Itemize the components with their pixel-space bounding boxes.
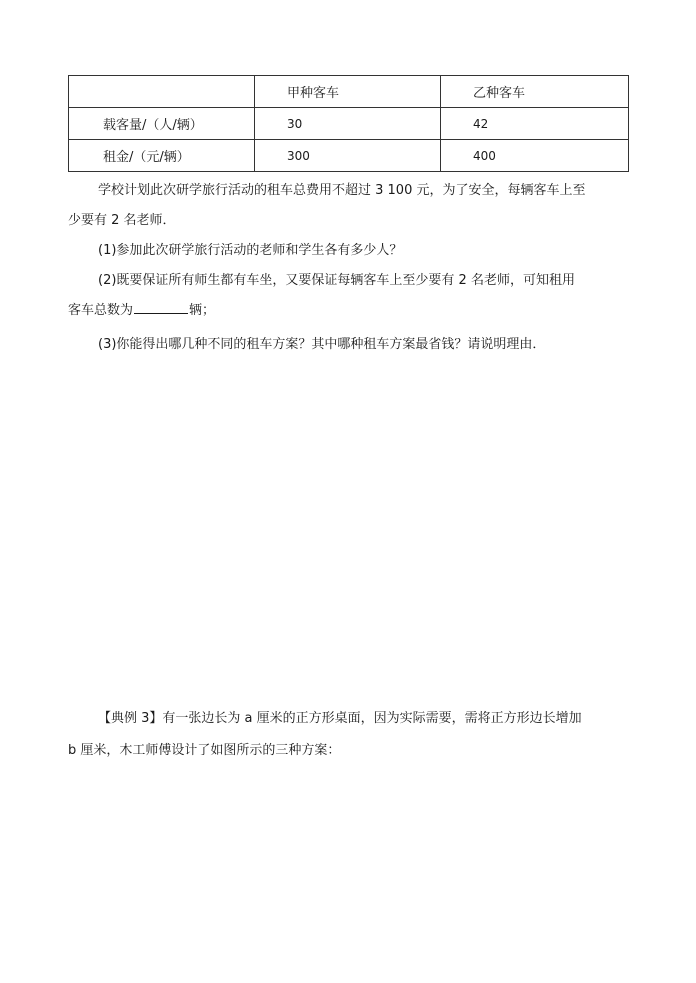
cell-rent-type-a: 300	[255, 140, 441, 172]
answer-blank	[134, 301, 188, 314]
cell-capacity-type-b: 42	[441, 108, 629, 140]
column-header-type-a: 甲种客车	[255, 76, 441, 108]
question-2-prefix: 客车总数为	[68, 303, 134, 318]
column-header-type-b: 乙种客车	[441, 76, 629, 108]
example-3-line-1: 【典例 3】有一张边长为 a 厘米的正方形桌面，因为实际需要，需将正方形边长增加	[98, 711, 582, 726]
rental-table	[68, 75, 629, 172]
cell-capacity-type-a: 30	[255, 108, 441, 140]
question-2-line-1: (2)既要保证所有师生都有车坐，又要保证每辆客车上至少要有 2 名老师，可知租用	[98, 273, 575, 288]
example-3-line-2: b 厘米，木工师傅设计了如图所示的三种方案：	[68, 743, 341, 758]
question-3: (3)你能得出哪几种不同的租车方案？其中哪种租车方案最省钱？请说明理由．	[98, 337, 546, 352]
table-row	[69, 140, 629, 172]
problem-intro-line-2: 少要有 2 名老师．	[68, 213, 176, 228]
problem-intro-line-1: 学校计划此次研学旅行活动的租车总费用不超过 3 100 元，为了安全，每辆客车上至	[98, 183, 586, 198]
table-header-row	[69, 76, 629, 108]
question-1: (1)参加此次研学旅行活动的老师和学生各有多少人？	[98, 243, 403, 258]
row-label-rent: 租金/（元/辆）	[69, 140, 255, 172]
table-corner-cell	[69, 76, 255, 108]
question-2-line-2	[68, 296, 624, 325]
row-label-capacity: 载客量/（人/辆）	[69, 108, 255, 140]
table-row	[69, 108, 629, 140]
question-2-suffix: 辆；	[189, 303, 216, 318]
cell-rent-type-b: 400	[441, 140, 629, 172]
